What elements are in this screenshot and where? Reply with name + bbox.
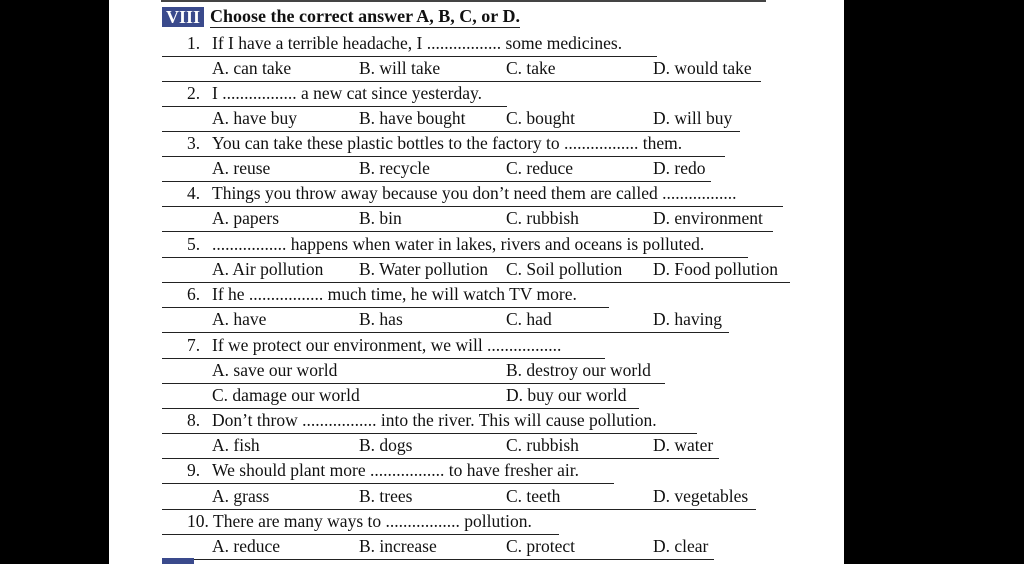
options-3 bbox=[162, 156, 711, 182]
options-7b bbox=[162, 383, 639, 409]
option-b[interactable]: B. Water pollution bbox=[359, 259, 489, 279]
option-c[interactable]: C. rubbish bbox=[506, 435, 579, 455]
question-10 bbox=[162, 509, 559, 535]
option-b[interactable]: B. dogs bbox=[359, 435, 413, 455]
option-d[interactable]: D. water bbox=[653, 435, 714, 455]
worksheet-page bbox=[109, 0, 844, 564]
option-d[interactable]: D. environment bbox=[653, 208, 763, 228]
option-d[interactable]: D. Food pollution bbox=[653, 259, 778, 279]
option-b[interactable]: B. recycle bbox=[359, 158, 430, 178]
question-2 bbox=[162, 81, 507, 107]
options-9 bbox=[162, 484, 756, 510]
question-number: 2. bbox=[187, 83, 201, 103]
next-section-badge-edge bbox=[162, 558, 194, 564]
question-text: If he ................. much time, he will watch TV more. bbox=[212, 284, 577, 304]
option-a[interactable]: A. papers bbox=[212, 208, 280, 228]
question-text: Don’t throw ................. into the river. This will cause pollution. bbox=[212, 410, 657, 430]
option-a[interactable]: A. can take bbox=[212, 58, 292, 78]
options-2 bbox=[162, 106, 740, 132]
section-title: Choose the correct answer A, B, C, or D. bbox=[210, 6, 520, 26]
option-a[interactable]: A. save our world bbox=[212, 360, 338, 380]
option-b[interactable]: B. have bought bbox=[359, 108, 466, 128]
option-d[interactable]: D. buy our world bbox=[506, 385, 627, 405]
options-10 bbox=[162, 534, 714, 560]
option-a[interactable]: A. fish bbox=[212, 435, 260, 455]
options-7a bbox=[162, 358, 665, 384]
question-number: 4. bbox=[187, 183, 201, 203]
question-1 bbox=[162, 31, 657, 57]
option-b[interactable]: B. increase bbox=[359, 536, 437, 556]
option-a[interactable]: A. have bbox=[212, 309, 267, 329]
option-c[interactable]: C. had bbox=[506, 309, 552, 329]
option-c[interactable]: C. take bbox=[506, 58, 556, 78]
option-b[interactable]: B. will take bbox=[359, 58, 441, 78]
option-b[interactable]: B. destroy our world bbox=[506, 360, 651, 380]
options-4 bbox=[162, 206, 773, 232]
question-text: Things you throw away because you don’t need them are called ................. bbox=[212, 183, 737, 203]
option-a[interactable]: A. Air pollution bbox=[212, 259, 324, 279]
option-b[interactable]: B. trees bbox=[359, 486, 413, 506]
option-d[interactable]: D. will buy bbox=[653, 108, 733, 128]
option-d[interactable]: D. clear bbox=[653, 536, 709, 556]
option-c[interactable]: C. protect bbox=[506, 536, 576, 556]
question-number: 7. bbox=[187, 335, 201, 355]
question-number: 10. bbox=[187, 511, 209, 531]
option-c[interactable]: C. reduce bbox=[506, 158, 574, 178]
option-d[interactable]: D. vegetables bbox=[653, 486, 749, 506]
section-header bbox=[162, 6, 520, 28]
question-text: You can take these plastic bottles to the factory to ................. them. bbox=[212, 133, 683, 153]
question-5 bbox=[162, 232, 748, 258]
question-text: If I have a terrible headache, I ................. some medicines. bbox=[212, 33, 623, 53]
options-1 bbox=[162, 56, 761, 82]
question-text: There are many ways to ................. pollution. bbox=[213, 511, 532, 531]
question-number: 1. bbox=[187, 33, 201, 53]
question-7 bbox=[162, 333, 605, 359]
question-9 bbox=[162, 458, 614, 484]
question-text: We should plant more ................. to have fresher air. bbox=[212, 460, 579, 480]
options-8 bbox=[162, 433, 719, 459]
option-a[interactable]: A. have buy bbox=[212, 108, 298, 128]
options-5 bbox=[162, 257, 790, 283]
option-a[interactable]: A. reuse bbox=[212, 158, 271, 178]
question-number: 8. bbox=[187, 410, 201, 430]
question-8 bbox=[162, 408, 697, 434]
option-b[interactable]: B. bin bbox=[359, 208, 402, 228]
options-6 bbox=[162, 307, 729, 333]
question-number: 6. bbox=[187, 284, 201, 304]
question-6 bbox=[162, 282, 609, 308]
question-text: If we protect our environment, we will ................. bbox=[212, 335, 562, 355]
question-number: 9. bbox=[187, 460, 201, 480]
option-c[interactable]: C. rubbish bbox=[506, 208, 579, 228]
option-d[interactable]: D. redo bbox=[653, 158, 706, 178]
option-c[interactable]: C. damage our world bbox=[212, 385, 360, 405]
option-b[interactable]: B. has bbox=[359, 309, 403, 329]
question-number: 5. bbox=[187, 234, 201, 254]
option-a[interactable]: A. grass bbox=[212, 486, 270, 506]
section-badge: VIII bbox=[162, 7, 204, 27]
question-number: 3. bbox=[187, 133, 201, 153]
question-text: I ................. a new cat since yesterday. bbox=[212, 83, 483, 103]
top-rule bbox=[161, 0, 766, 2]
question-3 bbox=[162, 131, 725, 157]
option-d[interactable]: D. would take bbox=[653, 58, 752, 78]
option-c[interactable]: C. teeth bbox=[506, 486, 561, 506]
question-text: ................. happens when water in lakes, rivers and oceans is polluted. bbox=[212, 234, 705, 254]
option-d[interactable]: D. having bbox=[653, 309, 723, 329]
question-4 bbox=[162, 181, 783, 207]
option-c[interactable]: C. bought bbox=[506, 108, 576, 128]
option-a[interactable]: A. reduce bbox=[212, 536, 281, 556]
option-c[interactable]: C. Soil pollution bbox=[506, 259, 623, 279]
